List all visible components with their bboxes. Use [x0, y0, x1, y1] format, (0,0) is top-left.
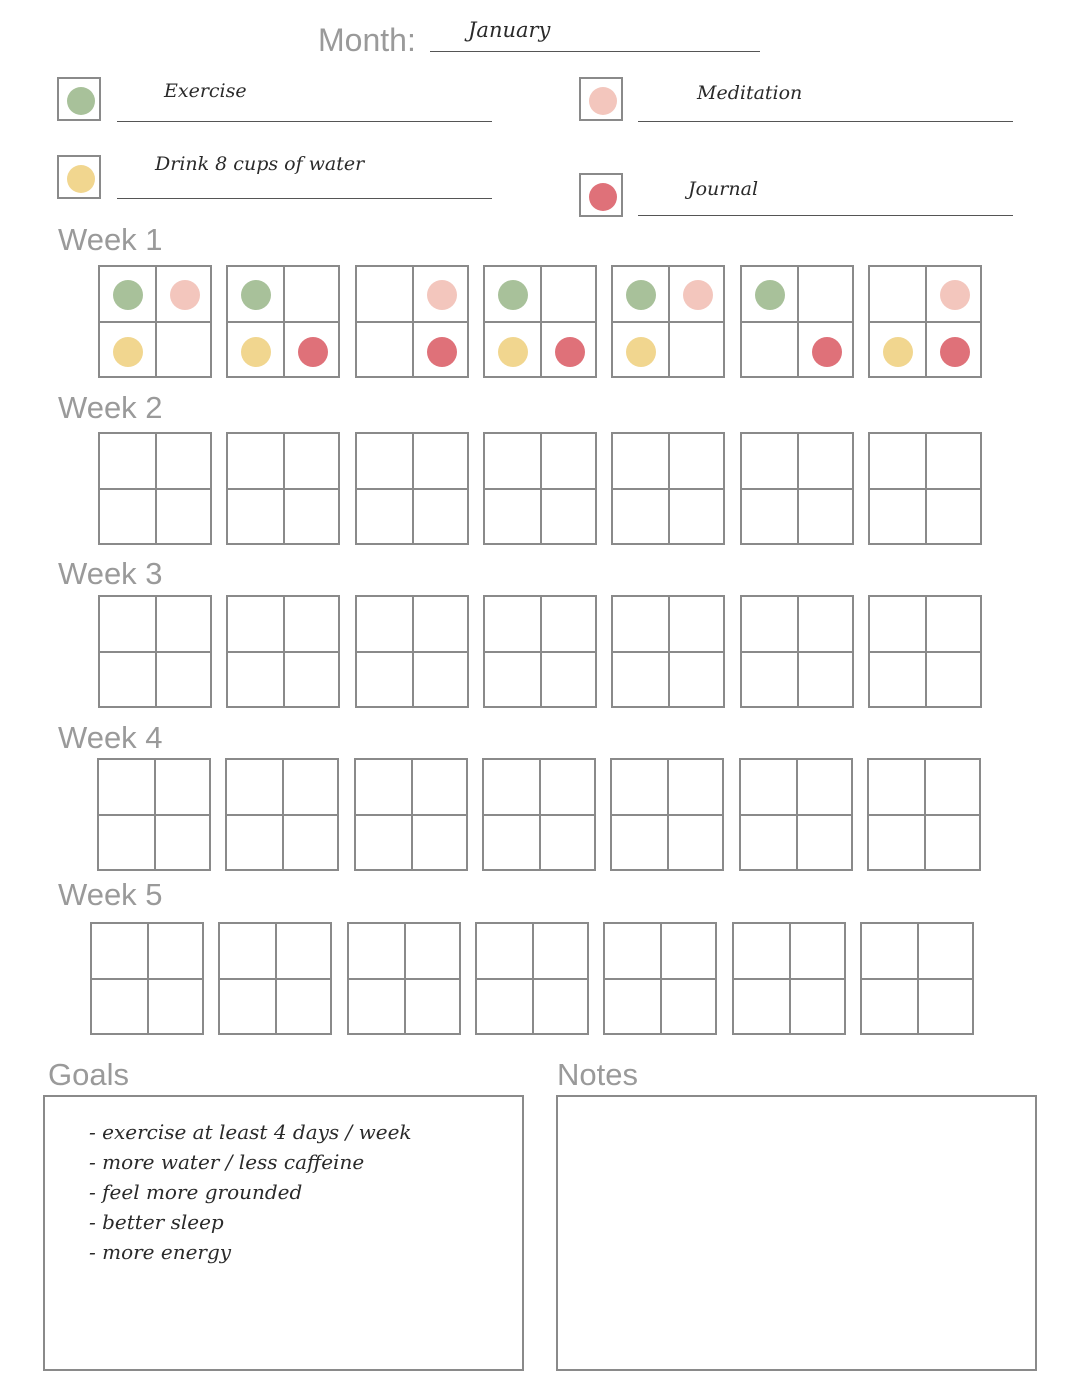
meditation-done-dot	[940, 280, 970, 310]
exercise-done-dot	[626, 280, 656, 310]
week-label: Week 3	[58, 556, 163, 591]
day-box[interactable]	[347, 922, 461, 1035]
meditation-done-dot	[427, 280, 457, 310]
day-box[interactable]	[226, 432, 340, 545]
day-box[interactable]	[739, 758, 853, 871]
legend-underline	[117, 198, 492, 199]
meditation-color-dot	[589, 87, 617, 115]
day-box[interactable]	[225, 758, 339, 871]
journal-done-dot	[555, 337, 585, 367]
day-box[interactable]	[98, 595, 212, 708]
exercise-color-dot	[67, 87, 95, 115]
day-box[interactable]	[98, 432, 212, 545]
exercise-done-dot	[755, 280, 785, 310]
goals-list	[89, 1117, 412, 1267]
day-box[interactable]	[603, 922, 717, 1035]
water-color-dot	[67, 165, 95, 193]
legend-label-journal[interactable]: Journal	[688, 178, 759, 200]
day-box[interactable]	[355, 432, 469, 545]
water-done-dot	[498, 337, 528, 367]
goal-item: - better sleep	[89, 1210, 224, 1234]
day-box[interactable]	[483, 595, 597, 708]
day-box[interactable]	[218, 922, 332, 1035]
notes-panel[interactable]	[556, 1095, 1037, 1371]
day-box[interactable]	[860, 922, 974, 1035]
day-box[interactable]	[868, 595, 982, 708]
goals-panel[interactable]	[43, 1095, 524, 1371]
water-done-dot	[113, 337, 143, 367]
day-box[interactable]	[611, 432, 725, 545]
day-box[interactable]	[355, 265, 469, 378]
day-box[interactable]	[740, 595, 854, 708]
water-done-dot	[883, 337, 913, 367]
legend-label-water[interactable]: Drink 8 cups of water	[155, 153, 365, 175]
legend-swatch-journal	[579, 173, 623, 217]
goal-item: - more energy	[89, 1240, 232, 1264]
water-done-dot	[626, 337, 656, 367]
day-box[interactable]	[482, 758, 596, 871]
notes-label: Notes	[557, 1057, 638, 1092]
journal-done-dot	[940, 337, 970, 367]
journal-done-dot	[298, 337, 328, 367]
exercise-done-dot	[498, 280, 528, 310]
legend-swatch-water	[57, 155, 101, 199]
day-box[interactable]	[354, 758, 468, 871]
goal-item: - more water / less caffeine	[89, 1150, 365, 1174]
meditation-done-dot	[170, 280, 200, 310]
meditation-done-dot	[683, 280, 713, 310]
day-box[interactable]	[483, 432, 597, 545]
day-box[interactable]	[867, 758, 981, 871]
goal-item: - feel more grounded	[89, 1180, 303, 1204]
day-box[interactable]	[90, 922, 204, 1035]
legend-underline	[117, 121, 492, 122]
legend-label-meditation[interactable]: Meditation	[697, 82, 803, 104]
day-box[interactable]	[868, 432, 982, 545]
day-box[interactable]	[226, 265, 340, 378]
exercise-done-dot	[113, 280, 143, 310]
goals-label: Goals	[48, 1057, 129, 1092]
day-box[interactable]	[732, 922, 846, 1035]
day-box[interactable]	[868, 265, 982, 378]
month-underline	[430, 51, 760, 52]
journal-done-dot	[427, 337, 457, 367]
day-box[interactable]	[355, 595, 469, 708]
journal-done-dot	[812, 337, 842, 367]
day-box[interactable]	[475, 922, 589, 1035]
legend-underline	[638, 121, 1013, 122]
month-value[interactable]: January	[468, 18, 551, 42]
day-box[interactable]	[98, 265, 212, 378]
week-label: Week 2	[58, 390, 163, 425]
day-box[interactable]	[483, 265, 597, 378]
day-box[interactable]	[610, 758, 724, 871]
legend-underline	[638, 215, 1013, 216]
day-box[interactable]	[226, 595, 340, 708]
day-box[interactable]	[97, 758, 211, 871]
month-label: Month:	[318, 22, 416, 58]
day-box[interactable]	[740, 265, 854, 378]
exercise-done-dot	[241, 280, 271, 310]
week-label: Week 1	[58, 222, 163, 257]
day-box[interactable]	[611, 595, 725, 708]
legend-swatch-exercise	[57, 77, 101, 121]
water-done-dot	[241, 337, 271, 367]
day-box[interactable]	[611, 265, 725, 378]
legend-label-exercise[interactable]: Exercise	[164, 80, 247, 102]
goal-item: - exercise at least 4 days / week	[89, 1120, 412, 1144]
legend-swatch-meditation	[579, 77, 623, 121]
journal-color-dot	[589, 183, 617, 211]
week-label: Week 4	[58, 720, 163, 755]
day-box[interactable]	[740, 432, 854, 545]
week-label: Week 5	[58, 877, 163, 912]
